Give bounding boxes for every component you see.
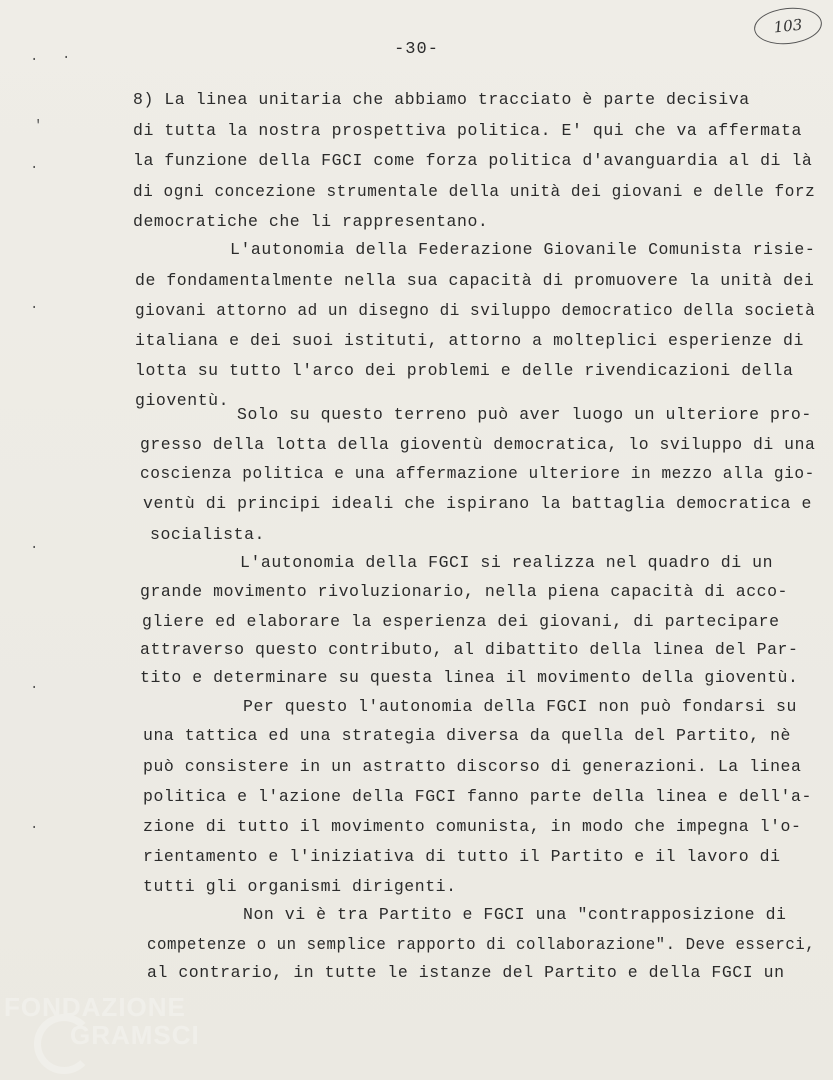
text-line: la funzione della FGCI come forza politica d'avanguardia al di là (133, 151, 813, 170)
text-line: lotta su tutto l'arco dei problemi e delle rivendicazioni della (135, 361, 794, 380)
text-line: coscienza politica e una affermazione ulteriore in mezzo alla gio- (140, 464, 815, 483)
text-line: Solo su questo terreno può aver luogo un ulteriore pro- (237, 405, 812, 424)
text-line: 8) La linea unitaria che abbiamo tracciato è parte decisiva (133, 90, 750, 109)
text-line: giovani attorno ad un disegno di sviluppo democratico della società (135, 301, 816, 320)
text-line: politica e l'azione della FGCI fanno parte della linea e dell'a- (143, 787, 812, 806)
text-line: competenze o un semplice rapporto di collaborazione". Deve esserci, (147, 935, 816, 954)
margin-mark: · (30, 540, 39, 556)
text-line: attraverso questo contributo, al dibattito della linea del Par- (140, 640, 799, 659)
watermark-line: FONDAZIONE (4, 992, 186, 1022)
text-line: gresso della lotta della gioventù democratica, lo sviluppo di una (140, 435, 816, 454)
text-line: democratiche che li rappresentano. (133, 212, 489, 231)
text-line: di tutta la nostra prospettiva politica. E' qui che va affermata (133, 121, 802, 140)
text-line: ventù di principi ideali che ispirano la battaglia democratica e (143, 494, 812, 513)
margin-mark: · (30, 300, 39, 316)
margin-mark: ' (34, 118, 43, 134)
text-line: socialista. (150, 525, 265, 544)
text-line: L'autonomia della FGCI si realizza nel quadro di un (240, 553, 774, 572)
page-number: -30- (394, 40, 439, 59)
text-line: italiana e dei suoi istituti, attorno a molteplici esperienze di (135, 331, 804, 350)
text-line: Non vi è tra Partito e FGCI una "contrapposizione di (243, 905, 787, 924)
text-line: rientamento e l'iniziativa di tutto il Partito e il lavoro di (143, 847, 781, 866)
text-line: de fondamentalmente nella sua capacità di promuovere la unità dei (135, 271, 815, 290)
folio-number: 103 (752, 5, 823, 48)
margin-mark: · (62, 50, 71, 66)
margin-mark: · (30, 160, 39, 176)
margin-mark: · (30, 680, 39, 696)
margin-mark: · (30, 52, 39, 68)
text-line: L'autonomia della Federazione Giovanile Comunista risie- (230, 240, 816, 259)
text-line: può consistere in un astratto discorso di generazioni. La linea (143, 757, 802, 776)
watermark-line: GRAMSCI (70, 1020, 200, 1050)
text-line: Per questo l'autonomia della FGCI non può fondarsi su (243, 697, 797, 716)
text-line: tito e determinare su questa linea il movimento della gioventù. (140, 668, 799, 687)
fondazione-gramsci-watermark (4, 992, 234, 1072)
text-line: di ogni concezione strumentale della unità dei giovani e delle forz (133, 182, 816, 201)
margin-mark: · (30, 820, 39, 836)
text-line: grande movimento rivoluzionario, nella piena capacità di acco- (140, 582, 788, 601)
text-line: gliere ed elaborare la esperienza dei giovani, di partecipare (142, 612, 780, 631)
text-line: zione di tutto il movimento comunista, in modo che impegna l'o- (143, 817, 802, 836)
text-line: una tattica ed una strategia diversa da quella del Partito, nè (143, 726, 791, 745)
text-line: tutti gli organismi dirigenti. (143, 877, 457, 896)
text-line: al contrario, in tutte le istanze del Partito e della FGCI un (147, 963, 785, 982)
text-line: gioventù. (135, 391, 230, 410)
